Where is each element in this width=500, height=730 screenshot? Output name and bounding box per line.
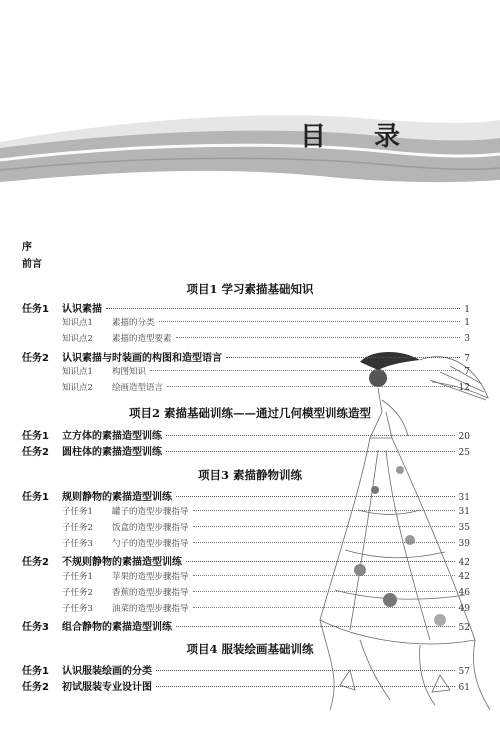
toc-entry-subtask[interactable] — [22, 570, 470, 584]
leader-dots — [176, 496, 455, 497]
toc-entry-task[interactable] — [22, 427, 470, 441]
entry-text: 规则静物的素描造型训练 — [62, 492, 172, 503]
toc-entry-task[interactable] — [22, 553, 470, 567]
toc-entry-task[interactable] — [22, 300, 470, 314]
toc-entry-subtask[interactable] — [22, 586, 470, 600]
entry-page-number: 35 — [458, 523, 470, 533]
leader-dots — [150, 370, 460, 371]
entry-page-number: 49 — [458, 604, 470, 614]
leader-dots — [156, 686, 455, 687]
entry-page-number: 39 — [458, 539, 470, 549]
toc-entry-subtask[interactable] — [22, 602, 470, 616]
entry-label: 子任务1 — [62, 572, 93, 582]
entry-page-number: 31 — [458, 493, 470, 503]
entry-text: 绘画造型语言 — [112, 383, 164, 393]
entry-text: 立方体的素描造型训练 — [62, 431, 162, 442]
page-title — [300, 116, 430, 156]
entry-page-number: 52 — [458, 623, 470, 633]
title-char-2: 录 — [374, 122, 405, 152]
leader-dots — [193, 607, 455, 608]
entry-text: 油菜的造型步骤指导 — [112, 604, 189, 614]
leader-dots — [226, 357, 460, 358]
entry-label: 任务2 — [22, 557, 49, 568]
entry-page-number: 3 — [464, 334, 470, 344]
toc-entry-subtopic[interactable] — [22, 381, 470, 395]
entry-page-number: 20 — [458, 432, 470, 442]
entry-text: 不规则静物的素描造型训练 — [62, 557, 182, 568]
title-char-1: 目 — [300, 122, 331, 152]
entry-text: 勺子的造型步骤指导 — [112, 539, 189, 549]
entry-label: 任务1 — [22, 304, 49, 315]
entry-label: 知识点2 — [62, 383, 93, 393]
entry-text: 认识素描 — [62, 304, 102, 315]
leader-dots — [193, 542, 455, 543]
toc-entry-subtask[interactable] — [22, 521, 470, 535]
leader-dots — [193, 575, 455, 576]
entry-page-number: 42 — [458, 572, 470, 582]
toc-entry-subtask[interactable] — [22, 505, 470, 519]
entry-label: 知识点1 — [62, 367, 93, 377]
leader-dots — [166, 451, 455, 452]
leader-dots — [167, 386, 455, 387]
entry-page-number: 57 — [458, 667, 470, 677]
entry-text: 苹果的造型步骤指导 — [112, 572, 189, 582]
toc-entry-subtask[interactable] — [22, 537, 470, 551]
leader-dots — [166, 435, 455, 436]
front-matter-preface[interactable]: 序 — [22, 242, 32, 253]
entry-text: 构图知识 — [112, 367, 147, 377]
entry-label: 子任务3 — [62, 539, 93, 549]
entry-label: 子任务1 — [62, 507, 93, 517]
project-heading[interactable]: 项目1 学习素描基础知识 — [186, 282, 314, 296]
entry-label: 子任务2 — [62, 523, 93, 533]
entry-label: 任务1 — [22, 666, 49, 677]
entry-label: 知识点2 — [62, 334, 93, 344]
entry-text: 组合静物的素描造型训练 — [62, 622, 172, 633]
entry-page-number: 7 — [464, 367, 470, 377]
toc-entry-subtopic[interactable] — [22, 316, 470, 330]
entry-text: 圆柱体的素描造型训练 — [62, 447, 162, 458]
entry-page-number: 46 — [458, 588, 470, 598]
toc-entry-task[interactable] — [22, 349, 470, 363]
entry-text: 初试服装专业设计图 — [62, 682, 152, 693]
leader-dots — [176, 626, 455, 627]
leader-dots — [159, 321, 461, 322]
leader-dots — [186, 561, 455, 562]
entry-text: 素描的分类 — [112, 318, 155, 328]
leader-dots — [176, 337, 461, 338]
toc-entry-task[interactable] — [22, 488, 470, 502]
leader-dots — [193, 591, 455, 592]
toc-entry-task[interactable] — [22, 618, 470, 632]
entry-label: 任务2 — [22, 447, 49, 458]
entry-text: 素描的造型要素 — [112, 334, 172, 344]
toc-entry-task[interactable] — [22, 678, 470, 692]
toc-entry-task[interactable] — [22, 443, 470, 457]
entry-text: 香蕉的造型步骤指导 — [112, 588, 189, 598]
toc-entry-subtopic[interactable] — [22, 365, 470, 379]
entry-text: 认识素描与时装画的构图和造型语言 — [62, 353, 222, 364]
entry-label: 任务2 — [22, 682, 49, 693]
project-heading[interactable]: 项目3 素描静物训练 — [197, 468, 302, 482]
project-heading[interactable]: 项目4 服装绘画基础训练 — [186, 642, 314, 656]
entry-page-number: 7 — [464, 354, 470, 364]
entry-label: 任务3 — [22, 622, 49, 633]
entry-page-number: 1 — [464, 305, 470, 315]
entry-label: 任务1 — [22, 431, 49, 442]
entry-text: 认识服装绘画的分类 — [62, 666, 152, 677]
entry-label: 子任务2 — [62, 588, 93, 598]
entry-label: 任务1 — [22, 492, 49, 503]
entry-label: 知识点1 — [62, 318, 93, 328]
toc-entry-task[interactable] — [22, 662, 470, 676]
project-heading[interactable]: 项目2 素描基础训练——通过几何模型训练造型 — [128, 406, 371, 420]
leader-dots — [106, 308, 460, 309]
entry-page-number: 42 — [458, 558, 470, 568]
entry-page-number: 12 — [458, 383, 470, 393]
entry-text: 罐子的造型步骤指导 — [112, 507, 189, 517]
entry-page-number: 61 — [458, 683, 470, 693]
entry-text: 饭盒的造型步骤指导 — [112, 523, 189, 533]
leader-dots — [156, 670, 455, 671]
entry-label: 任务2 — [22, 353, 49, 364]
entry-page-number: 1 — [464, 318, 470, 328]
toc-entry-subtopic[interactable] — [22, 332, 470, 346]
entry-page-number: 31 — [458, 507, 470, 517]
entry-label: 子任务3 — [62, 604, 93, 614]
entry-page-number: 25 — [458, 448, 470, 458]
front-matter-foreword[interactable]: 前言 — [22, 259, 42, 270]
leader-dots — [193, 510, 455, 511]
leader-dots — [193, 526, 455, 527]
